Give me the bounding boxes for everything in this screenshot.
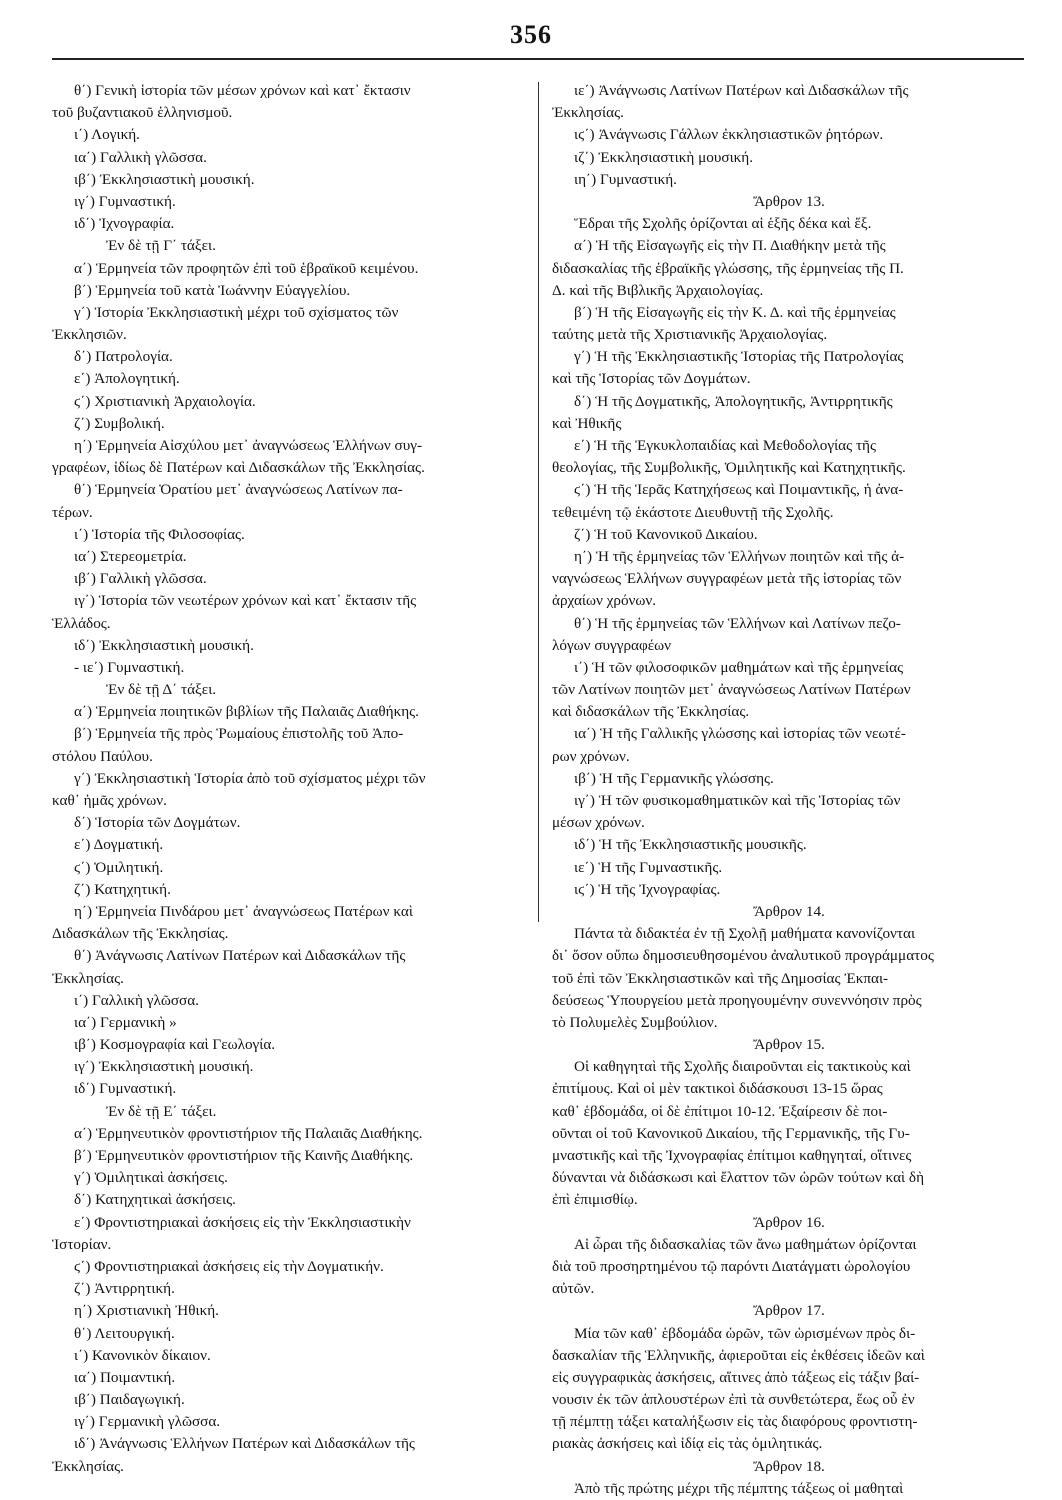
text-line: η΄) Ἡ τῆς ἑρμηνείας τῶν Ἑλλήνων ποιητῶν καὶ τῆς ἀ- xyxy=(574,547,905,565)
text-line: ρων χρόνων. xyxy=(552,747,630,765)
text-line: ια΄) Στερεομετρία. xyxy=(74,547,187,565)
text-line: καθ᾽ ἡμᾶς χρόνων. xyxy=(52,792,167,809)
text-line: ζ΄) Κατηχητική. xyxy=(74,880,171,898)
text-line: αὐτῶν. xyxy=(552,1280,595,1298)
text-line: ϛ΄) Ἡ τῆς Ἱερᾶς Κατηχήσεως καὶ Ποιμαντικῆς, ἡ ἀνα- xyxy=(574,481,904,499)
text-line: ε΄) Ἡ τῆς Ἐγκυκλοπαιδίας καὶ Μεθοδολογίας τῆς xyxy=(574,437,877,454)
left-column xyxy=(52,80,526,1478)
text-line: ε΄) Δογματική. xyxy=(74,836,164,854)
text-line: ιη΄) Γυμναστική. xyxy=(574,170,677,188)
text-line: ιζ΄) Ἐκκλησιαστικὴ μουσική. xyxy=(574,148,754,166)
text-line: γ΄) Ἐκκλησιαστικὴ Ἱστορία ἀπὸ τοῦ σχίσματος μέχρι τῶν xyxy=(74,769,426,787)
article-heading: Ἄρθρον 14. xyxy=(753,902,825,920)
article-heading: Ἄρθρον 16. xyxy=(753,1213,825,1231)
text-line: β΄) Ἡ τῆς Εἰσαγωγῆς εἰς τὴν Κ. Δ. καὶ τῆς ἑρμηνείας xyxy=(574,303,896,321)
text-line: ιε΄) Ἡ τῆς Γυμναστικῆς. xyxy=(574,858,723,876)
text-line: Ἐκκλησίας. xyxy=(52,1457,124,1475)
text-line: ζ΄) Συμβολική. xyxy=(74,414,165,432)
text-line: Ἐκκλησίας. xyxy=(52,969,124,987)
text-line: ια΄) Γαλλικὴ γλῶσσα. xyxy=(74,148,207,166)
text-line: τῇ πέμπτῃ τάξει καταλήξωσιν εἰς τὰς διαφόρους φροντιστη- xyxy=(552,1413,918,1431)
text-line: Ἀπὸ τῆς πρώτης μέχρι τῆς πέμπτης τάξεως οἱ μαθηταὶ xyxy=(574,1479,904,1497)
text-line: β΄) Ἑρμηνεία τοῦ κατὰ Ἰωάννην Εὐαγγελίου. xyxy=(74,281,351,299)
text-line: ιδ΄) Ἀνάγνωσις Ἑλλήνων Πατέρων καὶ Διδασκάλων τῆς xyxy=(74,1435,415,1453)
text-line: ιβ΄) Παιδαγωγική. xyxy=(74,1391,185,1409)
text-line: α΄) Ἡ τῆς Εἰσαγωγῆς εἰς τὴν Π. Διαθήκην μετὰ τῆς xyxy=(574,237,886,255)
text-line: ε΄) Φροντιστηριακαὶ ἀσκήσεις εἰς τὴν Ἐκκλησιαστικὴν xyxy=(74,1213,411,1231)
text-line: η΄) Ἑρμηνεία Πινδάρου μετ᾽ ἀναγνώσεως Πατέρων καὶ xyxy=(74,902,413,920)
text-line: Ἑλλάδος. xyxy=(52,614,111,632)
text-line: ναγνώσεως Ἑλλήνων συγγραφέων μετὰ τῆς ἱστορίας τῶν xyxy=(552,570,902,588)
article-heading: Ἄρθρον 17. xyxy=(753,1302,825,1320)
text-line: γ΄) Ὁμιλητικαὶ ἀσκήσεις. xyxy=(74,1169,228,1187)
text-line: ιβ΄) Γαλλικὴ γλῶσσα. xyxy=(74,570,207,588)
text-line: νουσιν ἐκ τῶν ἁπλουστέρων ἐπὶ τὰ συνθετώτερα, ἕως οὗ ἐν xyxy=(552,1391,915,1409)
text-line: ι΄) Ἱστορία τῆς Φιλοσοφίας. xyxy=(74,525,245,543)
text-line: ια΄) Γερμανικὴ » xyxy=(74,1013,177,1031)
text-line: ια΄) Ποιμαντική. xyxy=(74,1368,176,1386)
text-line: - ιε΄) Γυμναστική. xyxy=(74,658,185,676)
text-line: ιβ΄) Ἐκκλησιαστικὴ μουσική. xyxy=(74,170,255,188)
text-line: ζ΄) Ἡ τοῦ Κανονικοῦ Δικαίου. xyxy=(574,525,758,543)
text-line: β΄) Ἑρμηνευτικὸν φροντιστήριον τῆς Καινῆς Διαθήκης. xyxy=(74,1147,414,1164)
text-line: τὸ Πολυμελὲς Συμβούλιον. xyxy=(552,1013,718,1031)
right-column xyxy=(552,80,1026,1500)
text-line: στόλου Παύλου. xyxy=(52,747,153,765)
text-line: ιγ΄) Ἐκκλησιαστικὴ μουσική. xyxy=(74,1058,254,1076)
text-line: ἀρχαίων χρόνων. xyxy=(552,592,657,610)
text-line: δύνανται νὰ διδάσκωσι καὶ ἔλαττον τῶν ὡρῶν τούτων καὶ δὴ xyxy=(552,1169,925,1187)
text-line: ιγ΄) Γερμανικὴ γλῶσσα. xyxy=(74,1413,221,1431)
text-line: Διδασκάλων τῆς Ἐκκλησίας. xyxy=(52,925,229,943)
text-line: τοῦ βυζαντιακοῦ ἑλληνισμοῦ. xyxy=(52,104,233,122)
text-line: λόγων συγγραφέων xyxy=(552,636,672,654)
text-line: τεθειμένη τῷ ἑκάστοτε Διευθυντῇ τῆς Σχολῆς. xyxy=(552,503,834,521)
text-line: ἐπὶ ἐπιμισθίῳ. xyxy=(552,1191,638,1209)
text-line: δι᾽ ὅσον οὔπω δημοσιευθησομένου ἀναλυτικοῦ προγράμματος xyxy=(552,947,934,965)
text-line: Ἐν δὲ τῇ Γ΄ τάξει. xyxy=(106,237,216,255)
text-line: θ΄) Γενικὴ ἱστορία τῶν μέσων χρόνων καὶ κατ᾽ ἔκτασιν xyxy=(74,82,411,99)
article-heading: Ἄρθρον 13. xyxy=(753,192,825,210)
text-line: ιϛ΄) Ἀνάγνωσις Γάλλων ἐκκλησιαστικῶν ῥητόρων. xyxy=(574,126,884,144)
text-line: δασκαλίαν τῆς Ἑλληνικῆς, ἀφιεροῦται εἰς ἐκθέσεις ἰδεῶν καὶ xyxy=(552,1346,925,1364)
text-line: ιγ΄) Ἡ τῶν φυσικομαθηματικῶν καὶ τῆς Ἱστορίας τῶν xyxy=(574,792,901,809)
text-line: η΄) Χριστιανικὴ Ἠθική. xyxy=(74,1302,219,1320)
text-line: τῶν Λατίνων ποιητῶν μετ᾽ ἀναγνώσεως Λατίνων Πατέρων xyxy=(552,681,911,699)
text-line: ι΄) Λογική. xyxy=(74,126,140,144)
text-line: γ΄) Ἱστορία Ἐκκλησιαστικὴ μέχρι τοῦ σχίσματος τῶν xyxy=(74,303,399,321)
text-line: ιβ΄) Ἡ τῆς Γερμανικῆς γλώσσης. xyxy=(574,769,774,787)
text-line: ι΄) Γαλλικὴ γλῶσσα. xyxy=(74,991,199,1009)
text-line: εἰς συγγραφικὰς ἀσκήσεις, αἵτινες ἀπὸ τάξεως εἰς τάξιν βαί- xyxy=(552,1368,920,1386)
text-line: Δ. καὶ τῆς Βιβλικῆς Ἀρχαιολογίας. xyxy=(552,281,764,299)
text-line: β΄) Ἑρμηνεία τῆς πρὸς Ῥωμαίους ἐπιστολῆς τοῦ Ἀπο- xyxy=(74,725,404,743)
text-line: ιγ΄) Ἱστορία τῶν νεωτέρων χρόνων καὶ κατ᾽ ἔκτασιν τῆς xyxy=(74,592,417,610)
page-number: 356 xyxy=(510,20,552,49)
text-line: ϛ΄) Ὁμιλητική. xyxy=(74,858,164,876)
text-line: θ΄) Ἀνάγνωσις Λατίνων Πατέρων καὶ Διδασκάλων τῆς xyxy=(74,947,406,965)
text-line: α΄) Ἑρμηνεία τῶν προφητῶν ἐπὶ τοῦ ἑβραϊκοῦ κειμένου. xyxy=(74,259,419,277)
text-line: θεολογίας, τῆς Συμβολικῆς, Ὁμιλητικῆς καὶ Κατηχητικῆς. xyxy=(552,459,906,477)
text-line: ϛ΄) Φροντιστηριακαὶ ἀσκήσεις εἰς τὴν Δογματικήν. xyxy=(74,1257,384,1275)
text-line: ιϛ΄) Ἡ τῆς Ἰχνογραφίας. xyxy=(574,880,721,898)
text-line: γραφέων, ἰδίως δὲ Πατέρων καὶ Διδασκάλων τῆς Ἐκκλησίας. xyxy=(52,459,425,477)
column-divider xyxy=(538,82,539,922)
text-line: ιδ΄) Ἡ τῆς Ἐκκλησιαστικῆς μουσικῆς. xyxy=(574,836,807,854)
text-line: ταύτης μετὰ τῆς Χριστιανικῆς Ἀρχαιολογίας. xyxy=(552,326,828,344)
text-line: ι΄) Ἡ τῶν φιλοσοφικῶν μαθημάτων καὶ τῆς ἑρμηνείας xyxy=(574,658,904,676)
text-line: α΄) Ἑρμηνεία ποιητικῶν βιβλίων τῆς Παλαιᾶς Διαθήκης. xyxy=(74,703,419,721)
text-line: Ἐκκλησίας. xyxy=(552,104,624,122)
article-heading: Ἄρθρον 15. xyxy=(753,1036,825,1054)
text-line: μναστικῆς καὶ τῆς Ἰχνογραφίας ἐπίτιμοι καθηγηταί, οἵτινες xyxy=(552,1147,912,1164)
text-line: Ἐκκλησιῶν. xyxy=(52,326,127,344)
text-line: θ΄) Ἡ τῆς ἑρμηνείας τῶν Ἑλλήνων καὶ Λατίνων πεζο- xyxy=(574,614,901,632)
text-line: ριακὰς ἀσκήσεις καὶ ἰδίᾳ εἰς τὰς ὁμιλητικάς. xyxy=(552,1435,823,1453)
text-line: ιε΄) Ἀνάγνωσις Λατίνων Πατέρων καὶ Διδασκάλων τῆς xyxy=(574,82,909,99)
text-line: ια΄) Ἡ τῆς Γαλλικῆς γλώσσης καὶ ἱστορίας τῶν νεωτέ- xyxy=(574,725,906,743)
text-line: ι΄) Κανονικὸν δίκαιον. xyxy=(74,1346,211,1364)
text-line: ϛ΄) Χριστιανικὴ Ἀρχαιολογία. xyxy=(74,392,256,410)
text-line: ἐπιτίμους. Καὶ οἱ μὲν τακτικοὶ διδάσκουσι 13-15 ὥρας xyxy=(552,1080,883,1098)
text-line: ιδ΄) Ἰχνογραφία. xyxy=(74,215,175,233)
text-line: καὶ Ἠθικῆς xyxy=(552,414,622,432)
text-line: α΄) Ἑρμηνευτικὸν φροντιστήριον τῆς Παλαιᾶς Διαθήκης. xyxy=(74,1124,423,1142)
text-line: δεύσεως Ὑπουργείου μετὰ προηγουμένην συνεννόησιν πρὸς xyxy=(552,991,922,1009)
text-line: ιβ΄) Κοσμογραφία καὶ Γεωλογία. xyxy=(74,1036,276,1054)
text-line: δ΄) Κατηχητικαὶ ἀσκήσεις. xyxy=(74,1191,236,1209)
text-line: καὶ τῆς Ἱστορίας τῶν Δογμάτων. xyxy=(552,370,751,388)
text-line: Ἐν δὲ τῇ Δ΄ τάξει. xyxy=(106,681,217,699)
text-line: Αἱ ὧραι τῆς διδασκαλίας τῶν ἄνω μαθημάτων ὁρίζονται xyxy=(574,1235,917,1253)
text-line: μέσων χρόνων. xyxy=(552,814,645,832)
text-line: ιγ΄) Γυμναστική. xyxy=(74,192,176,210)
text-line: Πάντα τὰ διδακτέα ἐν τῇ Σχολῇ μαθήματα κανονίζονται xyxy=(574,925,916,943)
text-line: τέρων. xyxy=(52,503,93,521)
text-line: δ΄) Πατρολογία. xyxy=(74,348,173,366)
text-line: η΄) Ἑρμηνεία Αἰσχύλου μετ᾽ ἀναγνώσεως Ἑλλήνων συγ- xyxy=(74,437,423,454)
text-line: δ΄) Ἱστορία τῶν Δογμάτων. xyxy=(74,814,241,832)
text-line: ιδ΄) Ἐκκλησιαστικὴ μουσική. xyxy=(74,636,254,654)
text-line: Ἐν δὲ τῇ Ε΄ τάξει. xyxy=(106,1102,217,1120)
text-line: ιδ΄) Γυμναστική. xyxy=(74,1080,177,1098)
text-line: οῦνται οἱ τοῦ Κανονικοῦ Δικαίου, τῆς Γερμανικῆς, τῆς Γυ- xyxy=(552,1124,910,1142)
text-line: Ἱστορίαν. xyxy=(52,1235,112,1253)
article-heading: Ἄρθρον 18. xyxy=(753,1457,825,1475)
text-line: τοῦ ἐπὶ τῶν Ἐκκλησιαστικῶν καὶ τῆς Δημοσίας Ἐκπαι- xyxy=(552,969,889,987)
text-line: δ΄) Ἡ τῆς Δογματικῆς, Ἀπολογητικῆς, Ἀντιρρητικῆς xyxy=(574,392,893,410)
text-line: θ΄) Λειτουργική. xyxy=(74,1324,175,1342)
text-line: Ἕδραι τῆς Σχολῆς ὁρίζονται αἱ ἑξῆς δέκα καὶ ἕξ. xyxy=(574,215,872,233)
text-line: διδασκαλίας τῆς ἑβραϊκῆς γλώσσης, τῆς ἑρμηνείας τῆς Π. xyxy=(552,259,904,277)
header-rule xyxy=(52,58,1024,60)
text-line: καὶ διδασκάλων τῆς Ἐκκλησίας. xyxy=(552,703,750,721)
text-line: Οἱ καθηγηταὶ τῆς Σχολῆς διαιροῦνται εἰς τακτικοὺς καὶ xyxy=(574,1058,911,1076)
text-line: γ΄) Ἡ τῆς Ἐκκλησιαστικῆς Ἱστορίας τῆς Πατρολογίας xyxy=(574,348,904,366)
text-line: ε΄) Ἀπολογητική. xyxy=(74,370,180,388)
text-line: θ΄) Ἑρμηνεία Ὁρατίου μετ᾽ ἀναγνώσεως Λατίνων πα- xyxy=(74,481,403,499)
text-line: καθ᾽ ἑβδομάδα, οἱ δὲ ἐπίτιμοι 10-12. Ἐξαίρεσιν δὲ ποι- xyxy=(552,1102,888,1120)
text-line: ζ΄) Ἀντιρρητική. xyxy=(74,1280,175,1298)
text-line: Μία τῶν καθ᾽ ἑβδομάδα ὡρῶν, τῶν ὡρισμένων πρὸς δι- xyxy=(574,1324,916,1342)
text-line: διὰ τοῦ προσηρτημένου τῷ παρόντι Διατάγματι ὡρολογίου xyxy=(552,1257,911,1275)
